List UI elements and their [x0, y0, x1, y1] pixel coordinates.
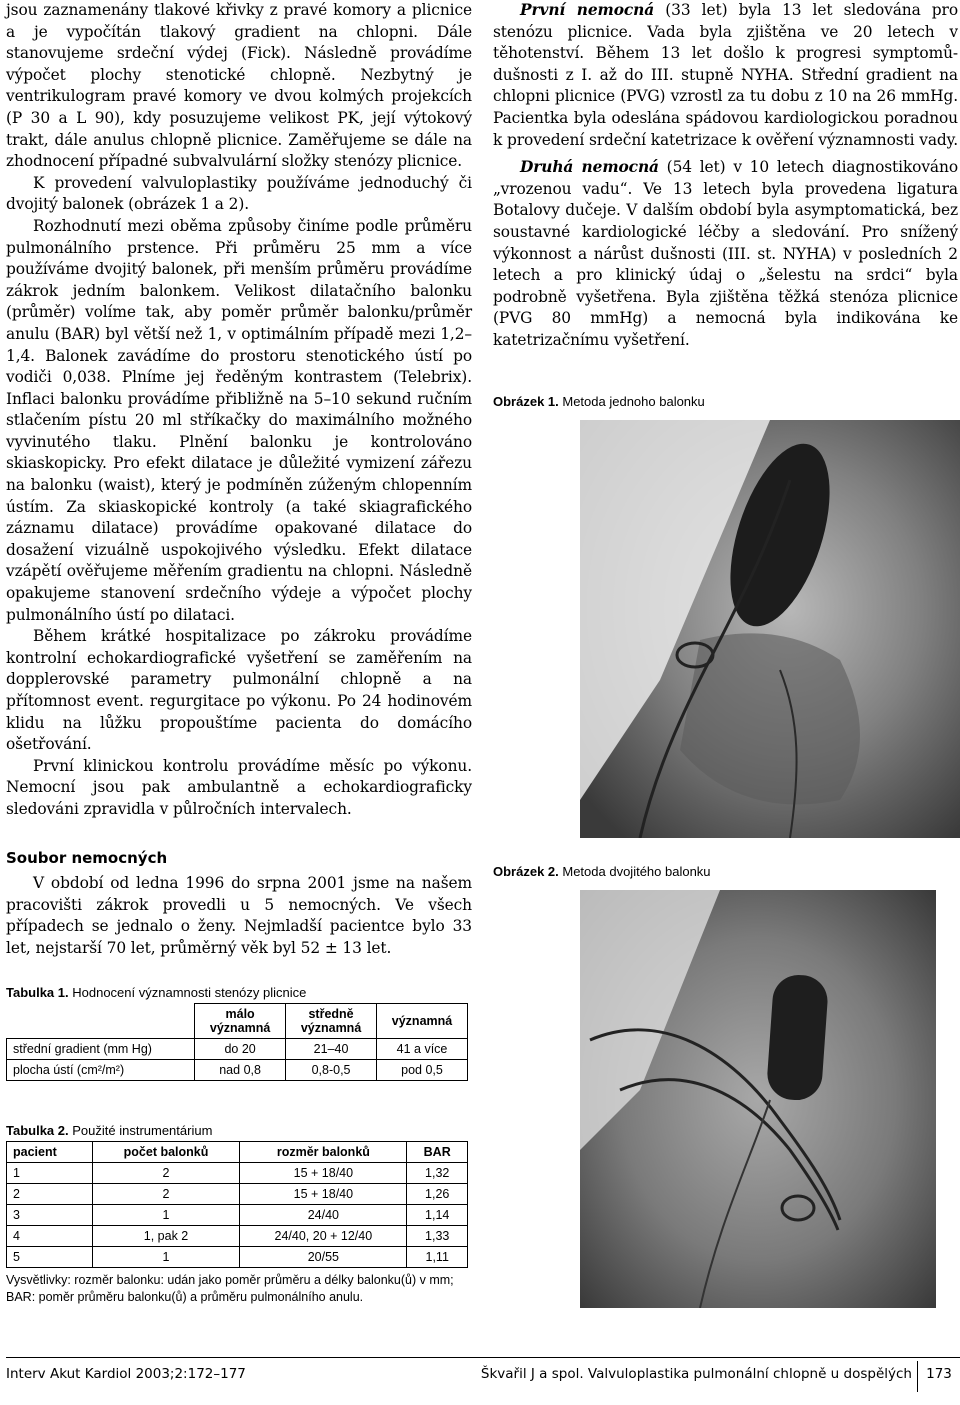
left-column	[6, 0, 472, 821]
page-number: 173	[917, 1361, 960, 1392]
table-2-block	[6, 1123, 476, 1306]
table-cell: 15 + 18/40	[240, 1163, 407, 1184]
body-paragraph: První klinickou kontrolu provádíme měsíc po výkonu. Nemocní jsou pak ambulantně a echokardiograficky sledováni zpravidla v půlročních intervalech.	[6, 756, 472, 818]
page-footer	[6, 1364, 960, 1386]
table-row	[7, 1039, 468, 1060]
table-row	[7, 1226, 468, 1247]
journal-citation: Interv Akut Kardiol 2003;2:172–177	[6, 1366, 246, 1382]
figure-caption	[493, 394, 705, 409]
table-header-cell: BAR	[407, 1142, 468, 1163]
case-text: (54 let) v 10 letech diagnostikováno „vrozenou vadu“. Ve 13 letech byla provedena ligatura Botalovy dučeje. V dalším období byla asymptomatická, bez soustavné kardiologické léčby a sledování. Pro snížený výkonnost a nárůst dušnosti (III. st. NYHA) v posledních 2 letech a pro klinický údaj o „šelestu na srdci“ byla podrobně vyšetřena. Byla zjištěna těžká stenóza plicnice (PVG 80 mmHg) a nemocná byla indikována ke katetrizačnímu vyšetření.	[493, 158, 958, 349]
table-header-cell: málo významná	[195, 1004, 286, 1039]
table-cell: 1, pak 2	[92, 1226, 240, 1247]
figure-caption-text: Metoda dvojitého balonku	[558, 864, 711, 879]
table-note: Vysvětlivky: rozměr balonku: udán jako poměr průměru a délky balonku(ů) v mm; BAR: poměr průměru balonku(ů) a průměru pulmonálního anulu.	[6, 1273, 454, 1304]
table-row	[7, 1184, 468, 1205]
table-row	[7, 1060, 468, 1081]
section-heading: Soubor nemocných	[6, 849, 168, 867]
table-header-cell: rozměr balonků	[240, 1142, 407, 1163]
table-cell: do 20	[195, 1039, 286, 1060]
table-cell: 1	[7, 1163, 93, 1184]
figure-caption-text: Metoda jednoho balonku	[558, 394, 705, 409]
table-cell: 4	[7, 1226, 93, 1247]
table-cell: 1,32	[407, 1163, 468, 1184]
table-label: Tabulka 2.	[6, 1123, 69, 1138]
table-cell: 1,11	[407, 1247, 468, 1268]
table-significance	[6, 1003, 468, 1081]
table-cell: 1,26	[407, 1184, 468, 1205]
table-caption-text: Použité instrumentárium	[68, 1123, 213, 1138]
section-body	[6, 873, 472, 959]
table-caption-text: Hodnocení významnosti stenózy plicnice	[68, 985, 307, 1000]
fluoroscopy-drawing	[580, 420, 960, 838]
table-header-row	[7, 1142, 468, 1163]
table-cell: 24/40, 20 + 12/40	[240, 1226, 407, 1247]
figure-label: Obrázek 2.	[493, 864, 559, 879]
case-lead: Druhá nemocná	[520, 158, 659, 177]
body-paragraph: K provedení valvuloplastiky používáme jednoduchý či dvojitý balonek (obrázek 1 a 2).	[6, 173, 472, 214]
table-cell: 21–40	[286, 1039, 377, 1060]
table-row	[7, 1205, 468, 1226]
fluoroscopy-image-single-balloon	[580, 420, 960, 838]
table-cell: 3	[7, 1205, 93, 1226]
table-cell: 1,33	[407, 1226, 468, 1247]
body-paragraph: jsou zaznamenány tlakové křivky z pravé komory a plicnice a je vypočítán tlakový gradient na chlopni. Dále stanovujeme srdeční výdej (Fick). Následně provádíme výpočet plochy stenotické chlopně. Nezbytný je ventrikulogram pravé komory ve dvou kolmých projekcích (P 30 a L 90), kdy posuzujeme velikost PK, její výtokový trakt, dále anulus chlopně plicnice. Zaměřujeme se dále na zhodnocení případné subvalvulární složky stenózy plicnice.	[6, 1, 472, 171]
table-row	[7, 1247, 468, 1268]
table-header-cell: počet balonků	[92, 1142, 240, 1163]
table-header-cell: pacient	[7, 1142, 93, 1163]
fluoroscopy-image-double-balloon	[580, 890, 936, 1308]
figure-caption	[493, 864, 711, 879]
fluoroscopy-drawing	[580, 890, 936, 1308]
table-cell: střední gradient (mm Hg)	[7, 1039, 195, 1060]
table-header-cell: středně významná	[286, 1004, 377, 1039]
body-paragraph: Během krátké hospitalizace po zákroku provádíme kontrolní echokardiografické vyšetření se zaměřením na dopplerovské parametry pulmonální chlopně a na přítomnost event. regurgitace po výkonu. Po 24 hodinovém klidu na lůžku propouštíme pacienta do domácího ošetřování.	[6, 627, 472, 754]
case-lead: První nemocná	[520, 1, 655, 19]
table-cell: 1	[92, 1247, 240, 1268]
case-text: (33 let) byla 13 let sledována pro stenózu plicnice. Vada byla zjištěna ve 20 letech v těhotenství. Během 13 let došlo k progresi symptomů-dušnosti z I. až do III. stupně NYHA. Střední gradient na chlopni plicnice (PVG) vzrostl za tu dobu z 10 na 26 mmHg. Pacientka byla odeslána spádovou kardiologickou poradnou k provedení srdeční katetrizace k ověření významnosti vady.	[493, 1, 959, 149]
right-column	[493, 0, 958, 352]
figure-label: Obrázek 1.	[493, 394, 559, 409]
table-caption	[6, 985, 476, 1000]
table-instruments	[6, 1141, 468, 1268]
table-cell: 1	[92, 1205, 240, 1226]
table-cell: plocha ústí (cm²/m²)	[7, 1060, 195, 1081]
footer-rule	[6, 1357, 960, 1358]
table-header-cell: významná	[377, 1004, 468, 1039]
table-label: Tabulka 1.	[6, 985, 69, 1000]
table-header-row	[7, 1004, 468, 1039]
case-paragraph-1	[493, 0, 958, 151]
table-cell: pod 0,5	[377, 1060, 468, 1081]
body-paragraph: V období od ledna 1996 do srpna 2001 jsme na našem pracovišti zákrok provedli u 5 nemocných. Ve všech případech se jednalo o ženy. Nejmladší pacientce bylo 33 let, nejstarší 70 let, průměrný věk byl 52 ± 13 let.	[6, 874, 472, 957]
table-caption	[6, 1123, 476, 1138]
body-paragraph: Rozhodnutí mezi oběma způsoby činíme podle průměru pulmonálního prstence. Při průměru 25 mm a více používáme dvojitý balonek, při menším průměru provádíme zákrok jedním balonkem. Velikost dilatačního balonku (průměr) volíme tak, aby poměr průměr balonku/průměr anulu (BAR) byl větší než 1, v optimálním případě mezi 1,2–1,4. Balonek zavádíme do prostoru stenotického ústí po vodiči 0,038. Plníme jej ředěným kontrastem (Telebrix). Inflaci balonku provádíme přibližně na 5–10 sekund ručním stlačením pístu 20 ml stříkačky do maximálního možného vyvinutého tlaku. Plnění balonku je kontrolováno skiaskopicky. Pro efekt dilatace je důležité vymizení zářezu na balonku (waist), který je podmíněn zúženým chlopenním ústím. Za skiaskopické kontroly (a také skiagrafického záznamu dilatace) provádíme opakované dilatace do dosažení vizuálně uspokojivého výsledku. Efekt dilatace vzápětí ověřujeme měřením gradientu na chlopni. Následně opakujeme stanovení srdečního výdeje a výpočet plochy pulmonálního ústí po dilataci.	[6, 216, 472, 624]
table-1-block	[6, 985, 476, 1081]
article-running-title: Škvařil J a spol. Valvuloplastika pulmonální chlopně u dospělých	[480, 1366, 912, 1382]
table-cell: 1,14	[407, 1205, 468, 1226]
table-cell: 2	[7, 1184, 93, 1205]
table-cell: 2	[92, 1184, 240, 1205]
table-cell: 15 + 18/40	[240, 1184, 407, 1205]
table-header-cell	[7, 1004, 195, 1039]
case-paragraph-2	[493, 157, 958, 351]
table-cell: 24/40	[240, 1205, 407, 1226]
table-cell: 2	[92, 1163, 240, 1184]
table-cell: 20/55	[240, 1247, 407, 1268]
table-cell: 41 a více	[377, 1039, 468, 1060]
table-cell: 5	[7, 1247, 93, 1268]
table-row	[7, 1163, 468, 1184]
table-cell: 0,8-0,5	[286, 1060, 377, 1081]
table-cell: nad 0,8	[195, 1060, 286, 1081]
